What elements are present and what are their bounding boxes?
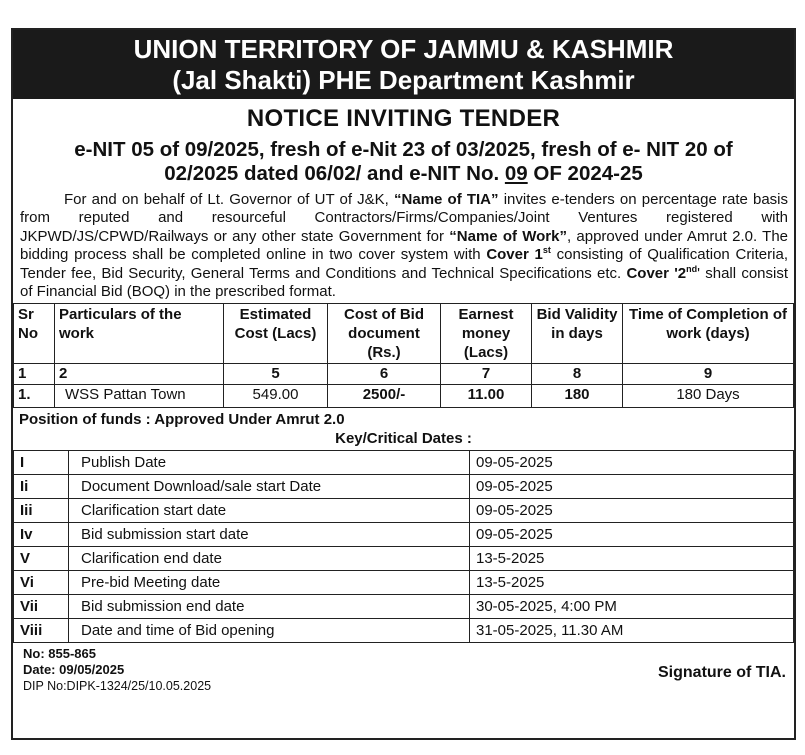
intro-tia: “Name of TIA”: [394, 191, 499, 208]
enit-reference: [13, 138, 794, 186]
intro-text-2: invites e-tenders on percentage rate basis from reputed and resourceful Contractors/Firms/Companies/Joint Ventures registered with JKPWD/JS/CPWD/Railways or any other state Government for: [20, 191, 789, 245]
tender-notice: [11, 28, 796, 740]
enit-line-2: [13, 162, 794, 186]
key-date-number: Viii: [14, 619, 69, 643]
intro-cover-2: Cover '2nd: [626, 263, 698, 282]
column-number: 9: [623, 364, 794, 385]
intro-text-4: consisting of Qualification Criteria, Tender fee, Bid Security, General Terms and Conditions and Technical Specifications etc.: [20, 246, 788, 282]
position-of-funds: Position of funds : Approved Under Amrut 2.0: [19, 411, 345, 429]
key-date-value: 09-05-2025: [470, 451, 794, 475]
row-bid-validity: 180: [532, 385, 623, 408]
column-number-row: [14, 364, 794, 385]
key-date-number: Iii: [14, 499, 69, 523]
key-dates-title: Key/Critical Dates :: [335, 430, 472, 448]
key-date-row: [14, 595, 794, 619]
issue-date: Date: 09/05/2025: [23, 662, 125, 678]
header-line-1: UNION TERRITORY OF JAMMU & KASHMIR: [133, 34, 674, 64]
reference-number: No: 855-865: [23, 646, 96, 662]
col-bid-validity: Bid Validity in days: [532, 304, 623, 364]
key-date-row: [14, 547, 794, 571]
col-estimated-cost: Estimated Cost (Lacs): [224, 304, 328, 364]
key-date-row: [14, 475, 794, 499]
intro-text-3: , approved under Amrut 2.0. The bidding process shall be completed online in two cover system with: [20, 227, 789, 264]
key-date-row: [14, 499, 794, 523]
key-date-value: 13-5-2025: [470, 547, 794, 571]
row-work-name: WSS Pattan Town: [55, 385, 224, 408]
intro-text-5: ' shall consist of Financial Bid (BOQ) in the prescribed format.: [20, 264, 789, 301]
key-date-event: Bid submission start date: [69, 523, 470, 547]
key-date-row: [14, 619, 794, 643]
col-sr-no: Sr No: [14, 304, 55, 364]
intro-cover-1: Cover 1st: [486, 245, 551, 264]
column-number: 7: [441, 364, 532, 385]
row-bid-document-cost: 2500/-: [328, 385, 441, 408]
table-row: [14, 385, 794, 408]
key-date-event: Clarification start date: [69, 499, 470, 523]
key-date-row: [14, 571, 794, 595]
tender-table: [13, 303, 794, 408]
dip-number: DIP No:DIPK-1324/25/10.05.2025: [23, 679, 212, 694]
row-estimated-cost: 549.00: [224, 385, 328, 408]
col-particulars: Particulars of the work: [55, 304, 224, 364]
intro-work: “Name of Work”: [449, 227, 567, 245]
key-date-event: Publish Date: [69, 451, 470, 475]
col-earnest-money: Earnest money (Lacs): [441, 304, 532, 364]
key-date-number: Ii: [14, 475, 69, 499]
col-completion-time: Time of Completion of work (days): [623, 304, 794, 364]
column-number: 2: [55, 364, 224, 385]
key-date-event: Document Download/sale start Date: [69, 475, 470, 499]
key-date-event: Date and time of Bid opening: [69, 619, 470, 643]
key-date-event: Bid submission end date: [69, 595, 470, 619]
enit-line-2-a: 02/2025 dated 06/02/ and e-NIT No.: [164, 162, 505, 185]
footer: [13, 643, 794, 704]
key-date-event: Clarification end date: [69, 547, 470, 571]
col-bid-document-cost: Cost of Bid document (Rs.): [328, 304, 441, 364]
key-date-number: Vii: [14, 595, 69, 619]
column-number: 1: [14, 364, 55, 385]
signature-label: Signature of TIA.: [658, 664, 786, 682]
column-number: 8: [532, 364, 623, 385]
key-date-row: [14, 451, 794, 475]
key-date-number: Vi: [14, 571, 69, 595]
department-header: [13, 30, 794, 99]
row-sr-no: 1.: [14, 385, 55, 408]
header-line-2: (Jal Shakti) PHE Department Kashmir: [172, 65, 635, 95]
enit-line-1: e-NIT 05 of 09/2025, fresh of e-Nit 23 of 03/2025, fresh of e- NIT 20 of: [74, 138, 733, 161]
key-date-row: [14, 523, 794, 547]
column-number: 6: [328, 364, 441, 385]
intro-text-1: For and on behalf of Lt. Governor of UT of J&K,: [64, 191, 395, 208]
key-date-value: 30-05-2025, 4:00 PM: [470, 595, 794, 619]
row-earnest-money: 11.00: [441, 385, 532, 408]
key-date-value: 09-05-2025: [470, 523, 794, 547]
intro-paragraph: [13, 191, 794, 301]
key-date-event: Pre-bid Meeting date: [69, 571, 470, 595]
enit-line-2-b: OF 2024-25: [527, 162, 643, 185]
notice-title: NOTICE INVITING TENDER: [246, 105, 561, 132]
row-completion-time: 180 Days: [623, 385, 794, 408]
key-date-number: I: [14, 451, 69, 475]
key-date-number: V: [14, 547, 69, 571]
key-date-value: 09-05-2025: [470, 475, 794, 499]
key-date-number: Iv: [14, 523, 69, 547]
column-number: 5: [224, 364, 328, 385]
key-date-value: 31-05-2025, 11.30 AM: [470, 619, 794, 643]
tender-table-header: [14, 304, 794, 364]
enit-number: 09: [504, 162, 528, 185]
key-dates-table: [13, 450, 794, 643]
key-date-value: 09-05-2025: [470, 499, 794, 523]
key-date-value: 13-5-2025: [470, 571, 794, 595]
